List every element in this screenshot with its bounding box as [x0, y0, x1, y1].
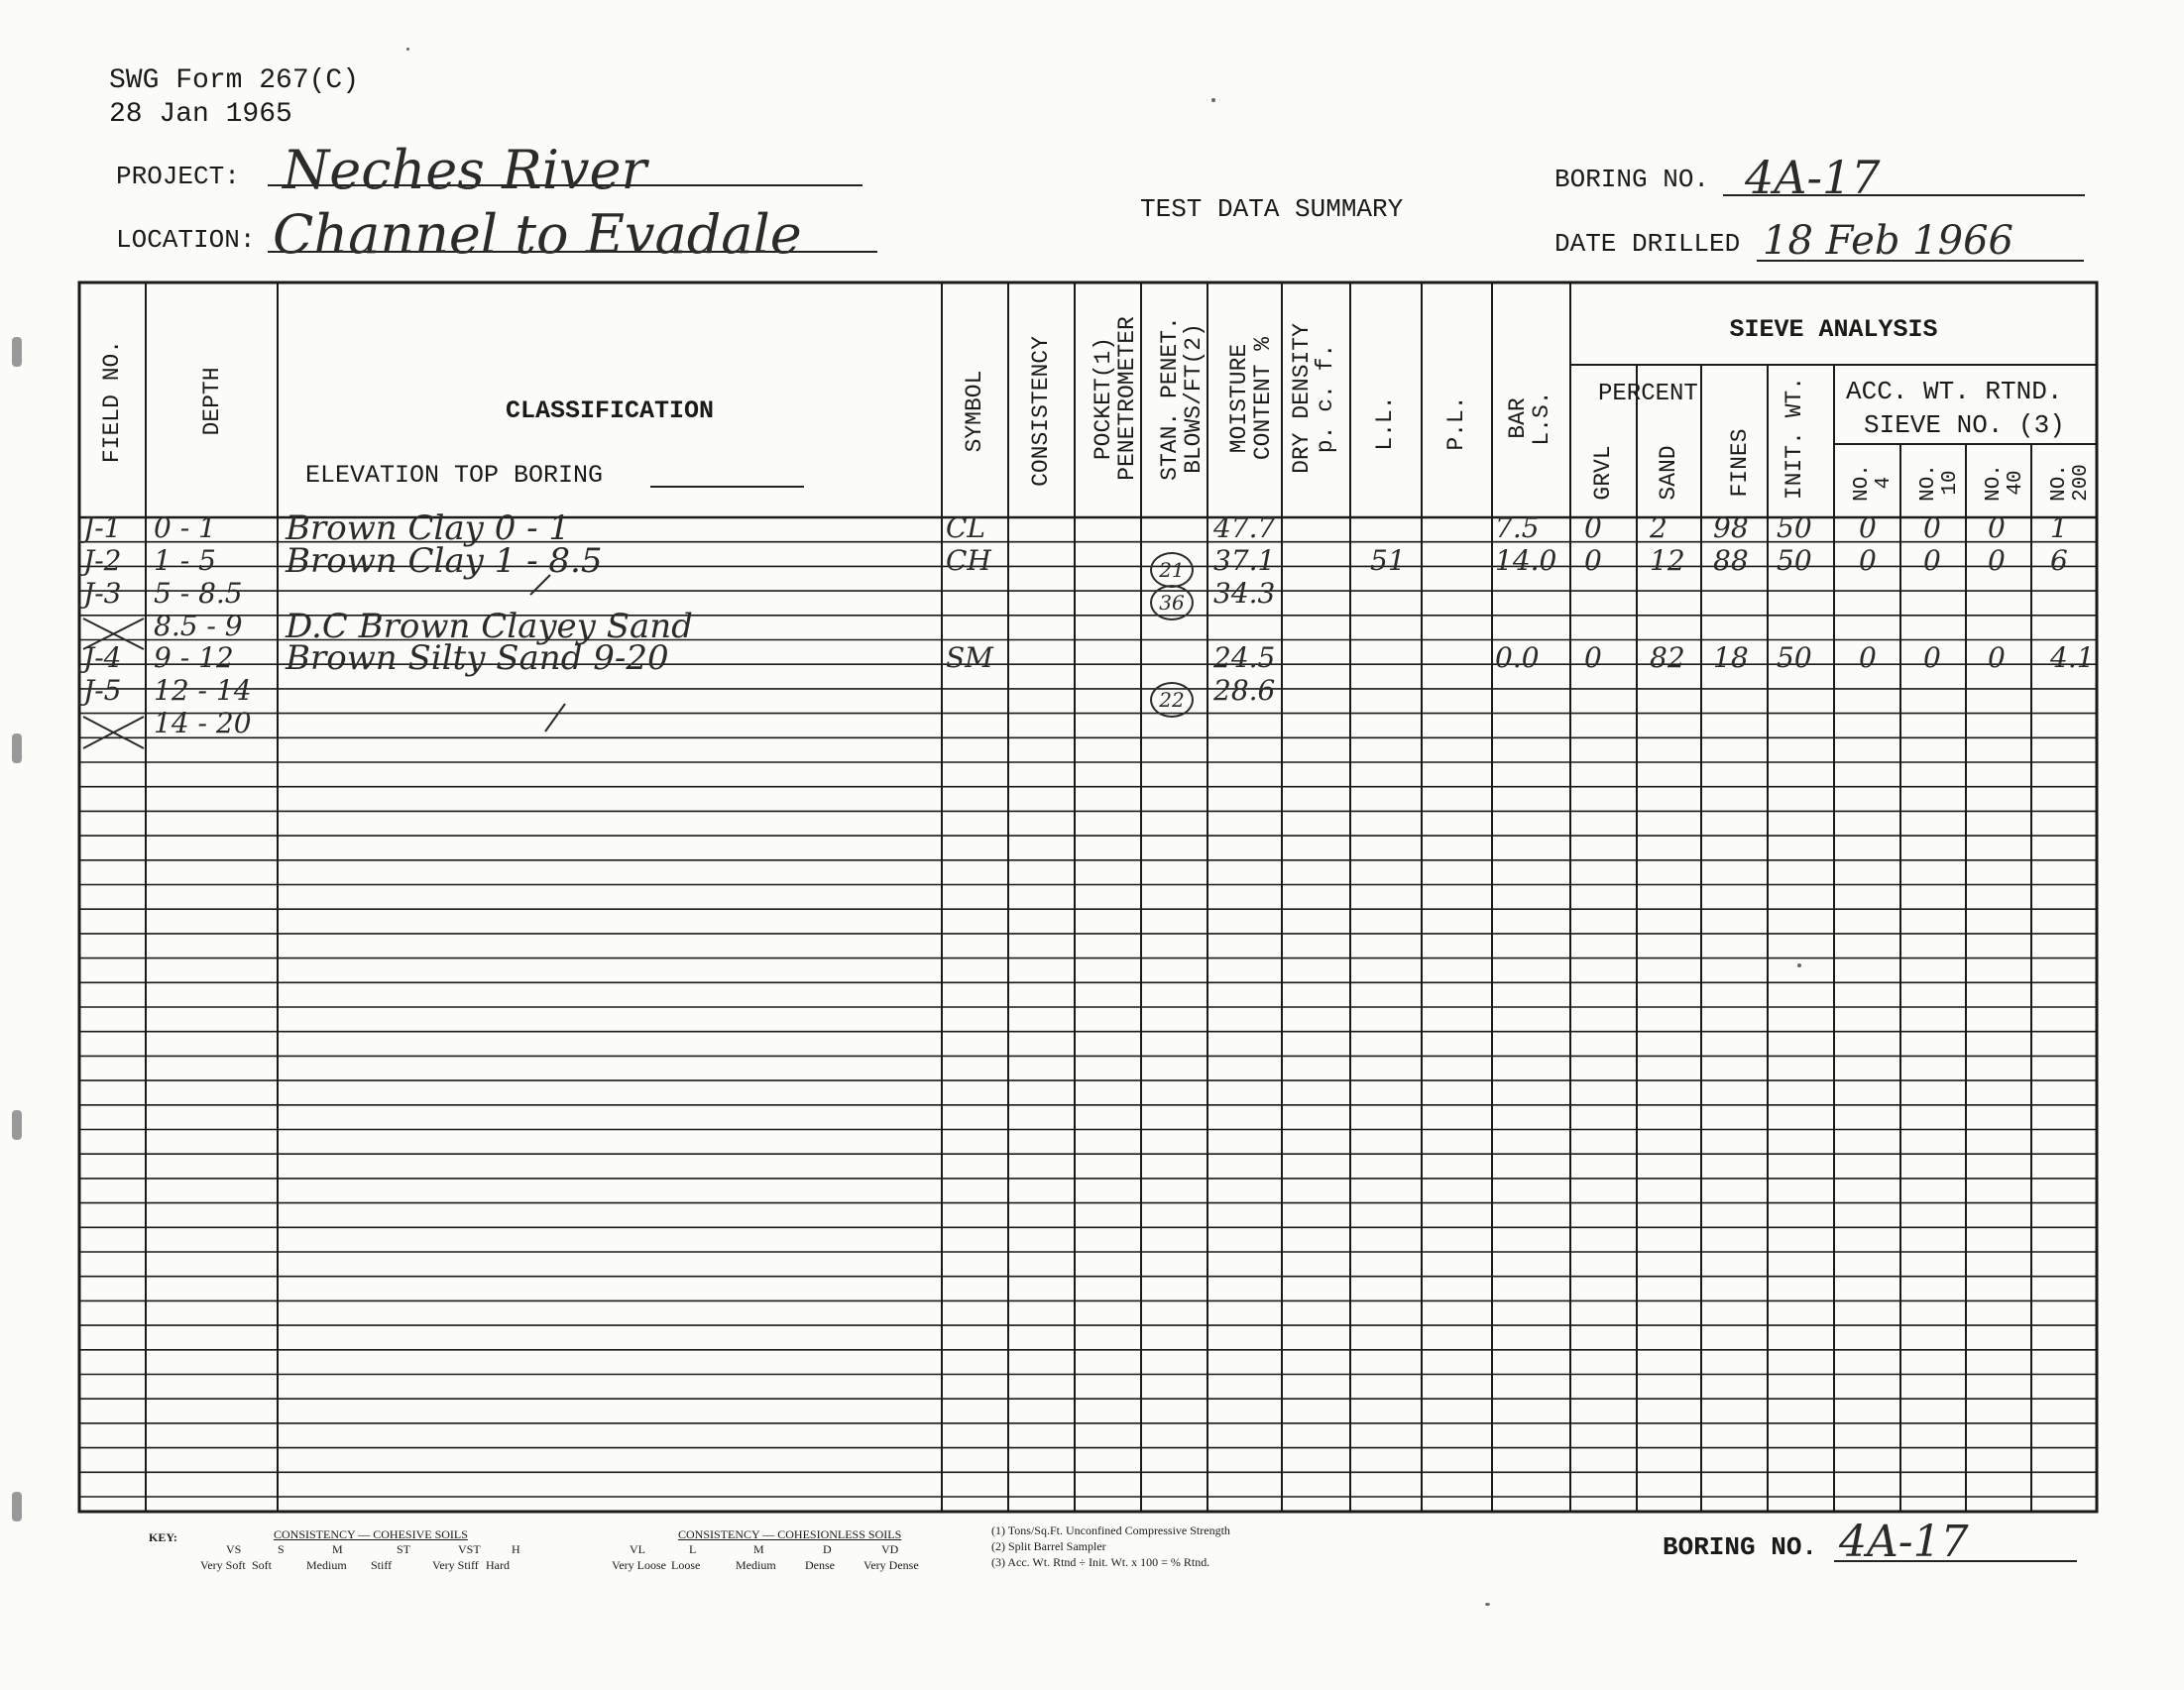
header-stan-2: BLOWS/FT(2) [1181, 323, 1207, 474]
boring-value: 4A-17 [1745, 151, 1881, 204]
symbol-cell: CL [946, 511, 986, 544]
moisture-cell: 37.1 [1213, 543, 1276, 577]
no4-cell: 0 [1859, 511, 1877, 544]
blows-cell: 36 [1150, 585, 1194, 620]
key-cohesive-abbr: ST [397, 1542, 411, 1556]
moisture-cell: 47.7 [1213, 511, 1276, 544]
fines-cell: 18 [1713, 641, 1749, 675]
depth-cell: 14 - 20 [154, 707, 252, 740]
header-dry-density-1: DRY DENSITY [1289, 323, 1315, 474]
header-moisture-2: CONTENT % [1250, 336, 1276, 461]
header-acc-wt: ACC. WT. RTND. [1846, 377, 2063, 406]
key-cohesionless-abbr: VL [630, 1542, 645, 1556]
header-dry-density-2: p. c. f. [1313, 343, 1338, 454]
scan-speck [12, 1492, 22, 1521]
grvl-cell: 0 [1584, 511, 1602, 544]
key-note-2: (2) Split Barrel Sampler [991, 1539, 1106, 1553]
scan-speck [1211, 98, 1215, 102]
bar-ls-cell: 7.5 [1495, 511, 1540, 544]
key-cohesive-abbr: VST [458, 1542, 481, 1556]
classification-cell: D.C Brown Clayey Sand [286, 606, 693, 646]
no4-cell: 0 [1859, 543, 1877, 577]
header-pocket-2: PENETROMETER [1114, 316, 1140, 481]
field-no-cell: J-4 [83, 641, 122, 675]
header-consistency: CONSISTENCY [1028, 336, 1054, 487]
fines-cell: 98 [1713, 511, 1749, 544]
sand-cell: 12 [1650, 543, 1685, 577]
key-cohesionless-word: Dense [805, 1558, 835, 1572]
header-depth: DEPTH [199, 367, 225, 436]
header-classification: CLASSIFICATION [505, 396, 715, 425]
bar-ls-cell: 0.0 [1495, 641, 1540, 675]
header-sand: SAND [1656, 445, 1681, 501]
header-sieve-analysis: SIEVE ANALYSIS [1729, 315, 1938, 344]
header-no200-b: 200 [2070, 464, 2093, 502]
scan-speck [12, 733, 22, 763]
key-cohesionless-abbr: D [823, 1542, 832, 1556]
form-id: SWG Form 267(C) [109, 65, 360, 96]
scan-speck [12, 1110, 22, 1140]
no40-cell: 0 [1988, 641, 2006, 675]
scan-speck [1797, 963, 1801, 967]
header-pocket-1: POCKET(1) [1091, 336, 1116, 461]
header-fines: FINES [1727, 428, 1753, 498]
key-cohesive-word: Medium [306, 1558, 347, 1572]
grvl-cell: 0 [1584, 641, 1602, 675]
header-init-wt: INIT. WT. [1782, 376, 1807, 501]
moisture-cell: 28.6 [1213, 674, 1276, 708]
boring-label: BORING NO. [1554, 165, 1710, 194]
header-symbol: SYMBOL [962, 370, 987, 453]
key-cohesive-abbr: S [278, 1542, 285, 1556]
header-no10-b: 10 [1939, 470, 1962, 496]
classification-cell: Brown Clay 1 - 8.5 [286, 540, 603, 581]
header-pl: P.L. [1443, 395, 1469, 451]
header-stan-1: STAN. PENET. [1157, 316, 1183, 481]
header-sieve-no: SIEVE NO. (3) [1864, 410, 2065, 440]
header-moisture-1: MOISTURE [1226, 343, 1252, 454]
date-drilled-value: 18 Feb 1966 [1763, 218, 2013, 264]
no40-cell: 0 [1988, 543, 2006, 577]
project-value: Neches River [283, 139, 647, 201]
key-cohesive-abbr: H [512, 1542, 520, 1556]
header-no40-b: 40 [2005, 470, 2027, 496]
ll-cell: 51 [1370, 543, 1406, 577]
header-no40-a: NO. [1983, 464, 2006, 502]
scan-speck [406, 48, 409, 51]
header-grvl: GRVL [1590, 445, 1616, 501]
key-cohesionless-word: Very Dense [863, 1558, 919, 1572]
key-cohesionless-word: Medium [736, 1558, 776, 1572]
no200-cell: 4.1 [2050, 641, 2095, 675]
depth-cell: 1 - 5 [154, 543, 216, 577]
no40-cell: 0 [1988, 511, 2006, 544]
scan-speck [1485, 1603, 1490, 1606]
key-cohesive-word: Very Stiff [432, 1558, 479, 1572]
no10-cell: 0 [1923, 511, 1941, 544]
elevation-blank [650, 486, 804, 488]
sand-cell: 2 [1650, 511, 1667, 544]
key-note-3: (3) Acc. Wt. Rtnd ÷ Init. Wt. x 100 = % Rtnd. [991, 1555, 1210, 1569]
field-no-cell: J-2 [83, 543, 122, 577]
scan-speck [12, 337, 22, 367]
field-no-cell: J-3 [83, 576, 122, 610]
field-no-cell: J-5 [83, 674, 122, 708]
sand-cell: 82 [1650, 641, 1685, 675]
classification-cell: Brown Clay 0 - 1 [286, 508, 571, 548]
header-percent: PERCENT [1598, 381, 1698, 407]
header-bar-1: BAR [1505, 397, 1531, 439]
key-cohesive-abbr: M [332, 1542, 343, 1556]
grvl-cell: 0 [1584, 543, 1602, 577]
location-label: LOCATION: [116, 225, 256, 255]
key-cohesive-word: Soft [252, 1558, 273, 1572]
footer-boring-label: BORING NO. [1663, 1532, 1818, 1562]
header-no4-a: NO. [1851, 464, 1874, 502]
symbol-cell: CH [946, 543, 991, 577]
no200-cell: 6 [2050, 543, 2068, 577]
blows-cell: 22 [1150, 682, 1194, 718]
header-no10-a: NO. [1917, 464, 1940, 502]
key-cohesionless-abbr: M [753, 1542, 764, 1556]
no200-cell: 1 [2050, 511, 2068, 544]
field-no-cell: J-1 [83, 511, 122, 544]
project-label: PROJECT: [116, 162, 240, 191]
depth-cell: 5 - 8.5 [154, 576, 243, 610]
header-elevation: ELEVATION TOP BORING [305, 461, 604, 490]
no10-cell: 0 [1923, 641, 1941, 675]
init-wt-cell: 50 [1777, 641, 1812, 675]
key-cohesionless-word: Loose [671, 1558, 701, 1572]
key-cohesive-word: Stiff [371, 1558, 393, 1572]
blows-cell: 21 [1150, 552, 1194, 588]
header-field-no: FIELD NO. [99, 339, 125, 464]
no10-cell: 0 [1923, 543, 1941, 577]
key-cohesive-abbr: VS [226, 1542, 242, 1556]
header-bar-2: L.S. [1529, 391, 1554, 446]
key-cohesive-word: Very Soft [200, 1558, 246, 1572]
form-date: 28 Jan 1965 [109, 99, 292, 130]
key-cohesionless-abbr: L [689, 1542, 697, 1556]
key-note-1: (1) Tons/Sq.Ft. Unconfined Compressive Strength [991, 1523, 1230, 1537]
key-cohesive-title: CONSISTENCY — COHESIVE SOILS [274, 1527, 468, 1541]
no4-cell: 0 [1859, 641, 1877, 675]
depth-cell: 8.5 - 9 [154, 609, 243, 642]
init-wt-cell: 50 [1777, 543, 1812, 577]
header-no200-a: NO. [2048, 464, 2071, 502]
moisture-cell: 34.3 [1213, 576, 1276, 610]
page-title: TEST DATA SUMMARY [1140, 194, 1404, 224]
depth-cell: 9 - 12 [154, 641, 234, 675]
fines-cell: 88 [1713, 543, 1749, 577]
key-cohesionless-word: Very Loose [612, 1558, 666, 1572]
bar-ls-cell: 14.0 [1495, 543, 1557, 577]
key-cohesionless-abbr: VD [881, 1542, 899, 1556]
moisture-cell: 24.5 [1213, 641, 1276, 675]
footer-boring-value: 4A-17 [1839, 1517, 1969, 1567]
key-label: KEY: [149, 1530, 177, 1544]
depth-cell: 0 - 1 [154, 511, 216, 544]
header-ll: L.L. [1372, 395, 1398, 451]
key-cohesionless-title: CONSISTENCY — COHESIONLESS SOILS [678, 1527, 902, 1541]
header-no4-b: 4 [1873, 476, 1896, 490]
classification-cell: Brown Silty Sand 9-20 [286, 638, 669, 679]
date-drilled-label: DATE DRILLED [1554, 229, 1741, 259]
key-cohesive-word: Hard [486, 1558, 510, 1572]
location-value: Channel to Evadale [273, 203, 802, 266]
symbol-cell: SM [946, 641, 993, 675]
depth-cell: 12 - 14 [154, 674, 252, 708]
init-wt-cell: 50 [1777, 511, 1812, 544]
